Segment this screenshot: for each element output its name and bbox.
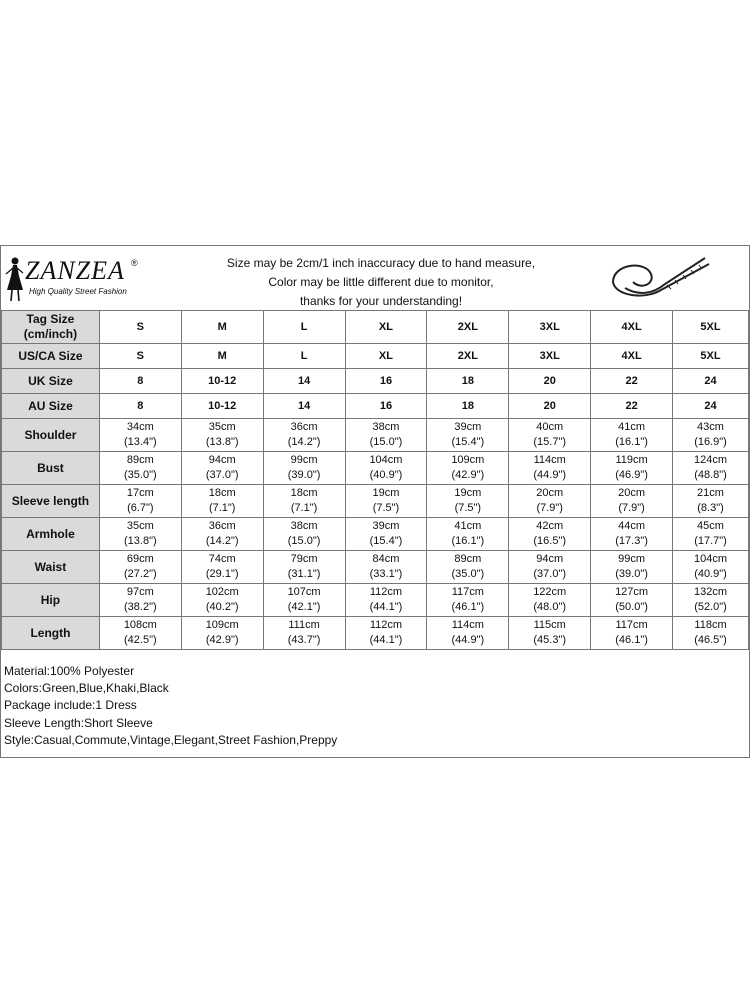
inch-value: (40.9") — [694, 568, 727, 580]
row-label: AU Size — [2, 394, 100, 419]
measurement-row — [2, 452, 749, 485]
info-sleeve-length: Sleeve Length:Short Sleeve — [4, 715, 153, 730]
measurement-cell — [509, 419, 591, 452]
cm-value: 119cm — [615, 454, 648, 466]
measurement-cell — [509, 584, 591, 617]
cm-value: 39cm — [454, 421, 482, 433]
inch-value: (14.2") — [205, 535, 239, 547]
cm-value: 79cm — [290, 553, 318, 565]
row-label-line: Tag Size — [26, 312, 75, 326]
size-value: S — [99, 311, 181, 344]
inch-value: (15.4") — [451, 436, 485, 448]
cm-value: 43cm — [697, 421, 724, 433]
measurement-cell — [673, 419, 749, 452]
measurement-cell — [673, 452, 749, 485]
cm-value: 118cm — [694, 619, 727, 631]
cm-value: 109cm — [451, 454, 485, 466]
measurement-cell — [427, 617, 509, 650]
cm-value: 18cm — [208, 487, 236, 499]
measurement-cell — [591, 419, 673, 452]
product-info — [1, 663, 337, 749]
cm-value: 99cm — [290, 454, 318, 466]
measurement-cell — [99, 485, 181, 518]
cm-value: 122cm — [533, 586, 567, 598]
size-value: 4XL — [591, 344, 673, 369]
measurement-cell — [99, 518, 181, 551]
measurement-cell — [509, 485, 591, 518]
size-value: 2XL — [427, 344, 509, 369]
size-value: 24 — [673, 394, 749, 419]
size-value: 20 — [509, 394, 591, 419]
chart-header — [1, 246, 749, 311]
row-label-line: (cm/inch) — [23, 327, 78, 341]
measurement-cell — [673, 518, 749, 551]
inch-value: (14.2") — [287, 436, 321, 448]
inch-value: (42.1") — [287, 601, 321, 613]
measurement-row — [2, 551, 749, 584]
cm-value: 94cm — [536, 553, 564, 565]
model-silhouette-icon — [5, 256, 25, 302]
cm-value: 97cm — [126, 586, 154, 598]
note-line: thanks for your understanding! — [299, 294, 463, 308]
cm-value: 21cm — [697, 487, 724, 499]
measurement-cell — [99, 617, 181, 650]
cm-value: 20cm — [536, 487, 564, 499]
inch-value: (29.1") — [205, 568, 239, 580]
measurement-cell — [427, 485, 509, 518]
info-style: Style:Casual,Commute,Vintage,Elegant,Street Fashion,Preppy — [4, 732, 338, 747]
cm-value: 112cm — [369, 619, 403, 631]
cm-value: 45cm — [697, 520, 724, 532]
inch-value: (45.3") — [533, 634, 567, 646]
note-line: Color may be little different due to monitor, — [268, 275, 494, 289]
inch-value: (16.5") — [533, 535, 567, 547]
registered-mark: ® — [131, 258, 138, 268]
size-value: 16 — [345, 394, 427, 419]
measurement-cell — [427, 584, 509, 617]
inch-value: (6.7") — [127, 502, 154, 514]
inch-value: (39.0") — [615, 568, 648, 580]
inch-value: (13.4") — [124, 436, 157, 448]
measurement-cell — [99, 551, 181, 584]
measurement-cell — [181, 419, 263, 452]
cm-value: 89cm — [126, 454, 154, 466]
measurement-row — [2, 485, 749, 518]
inch-value: (43.7") — [287, 634, 321, 646]
cm-value: 36cm — [208, 520, 236, 532]
measurement-cell — [509, 551, 591, 584]
cm-value: 36cm — [290, 421, 318, 433]
size-table — [1, 310, 749, 650]
cm-value: 132cm — [693, 586, 728, 598]
inch-value: (7.5") — [454, 502, 482, 514]
measurement-cell — [673, 584, 749, 617]
inch-value: (17.7") — [694, 535, 727, 547]
measurement-cell — [263, 617, 345, 650]
inch-value: (46.5") — [694, 634, 727, 646]
size-chart — [0, 245, 750, 758]
cm-value: 111cm — [288, 619, 320, 631]
measurement-cell — [673, 617, 749, 650]
measurement-cell — [345, 617, 427, 650]
inch-value: (42.5") — [124, 634, 157, 646]
cm-value: 94cm — [208, 454, 236, 466]
cm-value: 19cm — [372, 487, 400, 499]
measurement-cell — [509, 617, 591, 650]
cm-value: 115cm — [533, 619, 566, 631]
measurement-cell — [263, 584, 345, 617]
size-value: 5XL — [673, 311, 749, 344]
size-row — [2, 394, 749, 419]
inch-value: (16.1") — [615, 436, 648, 448]
measurement-cell — [509, 518, 591, 551]
measurement-cell — [345, 419, 427, 452]
measurement-cell — [99, 584, 181, 617]
measurement-cell — [99, 452, 181, 485]
cm-value: 18cm — [290, 487, 318, 499]
row-label: Waist — [2, 551, 100, 584]
cm-value: 69cm — [126, 553, 154, 565]
inch-value: (42.9") — [205, 634, 239, 646]
inch-value: (48.0") — [533, 601, 567, 613]
inch-value: (33.1") — [369, 568, 403, 580]
info-material: Material:100% Polyester — [4, 664, 135, 678]
cm-value: 41cm — [454, 520, 482, 532]
size-value: 3XL — [509, 344, 591, 369]
measurement-cell — [591, 617, 673, 650]
cm-value: 127cm — [615, 586, 649, 598]
cm-value: 39cm — [372, 520, 400, 532]
measurement-cell — [181, 584, 263, 617]
row-label: Sleeve length — [2, 485, 100, 518]
inch-value: (44.9") — [533, 469, 567, 481]
measurement-cell — [345, 551, 427, 584]
measurement-cell — [345, 518, 427, 551]
cm-value: 107cm — [287, 586, 321, 598]
measurement-row — [2, 584, 749, 617]
cm-value: 35cm — [126, 520, 154, 532]
measurement-cell — [427, 452, 509, 485]
cm-value: 74cm — [208, 553, 236, 565]
cm-value: 108cm — [123, 619, 157, 631]
size-row — [2, 369, 749, 394]
inch-value: (46.1") — [451, 601, 485, 613]
inch-value: (15.4") — [369, 535, 403, 547]
inch-value: (50.0") — [615, 601, 648, 613]
cm-value: 124cm — [693, 454, 728, 466]
row-label: Shoulder — [2, 419, 100, 452]
cm-value: 102cm — [205, 586, 239, 598]
measurement-row — [2, 617, 749, 650]
info-colors: Colors:Green,Blue,Khaki,Black — [4, 681, 169, 696]
measurement-cell — [509, 452, 591, 485]
inch-value: (15.0") — [369, 436, 403, 448]
row-label: US/CA Size — [2, 344, 100, 369]
size-table-body — [2, 311, 749, 650]
measurement-cell — [99, 419, 181, 452]
measurement-row — [2, 518, 749, 551]
measurement-cell — [181, 617, 263, 650]
size-value: M — [181, 344, 263, 369]
cm-value: 42cm — [536, 520, 564, 532]
size-value: 24 — [673, 369, 749, 394]
cm-value: 34cm — [126, 421, 154, 433]
measurement-note — [151, 254, 611, 311]
size-value: S — [99, 344, 181, 369]
size-value: 22 — [591, 394, 673, 419]
info-package: Package include:1 Dress — [4, 698, 137, 713]
cm-value: 17cm — [126, 487, 154, 499]
inch-value: (37.0") — [205, 469, 239, 481]
measurement-cell — [591, 584, 673, 617]
inch-value: (16.1") — [451, 535, 485, 547]
inch-value: (42.9") — [451, 469, 485, 481]
size-value: 14 — [263, 369, 345, 394]
measurement-cell — [673, 485, 749, 518]
inch-value: (35.0") — [451, 568, 485, 580]
inch-value: (44.9") — [451, 634, 485, 646]
measurement-cell — [427, 551, 509, 584]
cm-value: 117cm — [451, 586, 484, 598]
size-value: 16 — [345, 369, 427, 394]
row-label: Length — [2, 617, 100, 650]
cm-value: 89cm — [454, 553, 482, 565]
size-row — [2, 311, 749, 344]
size-value: 18 — [427, 369, 509, 394]
inch-value: (31.1") — [287, 568, 321, 580]
size-value: 10-12 — [181, 369, 263, 394]
size-value: 14 — [263, 394, 345, 419]
inch-value: (37.0") — [533, 568, 567, 580]
size-value: L — [263, 344, 345, 369]
cm-value: 99cm — [618, 553, 646, 565]
inch-value: (16.9") — [694, 436, 727, 448]
inch-value: (27.2") — [124, 568, 157, 580]
size-value: 8 — [99, 394, 181, 419]
measurement-cell — [673, 551, 749, 584]
measurement-cell — [345, 452, 427, 485]
measurement-cell — [181, 452, 263, 485]
inch-value: (7.1") — [208, 502, 236, 514]
cm-value: 38cm — [372, 421, 400, 433]
brand-name: ZANZEA — [25, 256, 125, 285]
inch-value: (7.9") — [618, 502, 645, 514]
measurement-cell — [591, 518, 673, 551]
inch-value: (39.0") — [287, 469, 321, 481]
inch-value: (48.8") — [694, 469, 727, 481]
size-value: 20 — [509, 369, 591, 394]
inch-value: (13.8") — [124, 535, 157, 547]
inch-value: (46.1") — [615, 634, 648, 646]
size-value: 18 — [427, 394, 509, 419]
cm-value: 84cm — [372, 553, 400, 565]
measurement-cell — [345, 485, 427, 518]
cm-value: 109cm — [205, 619, 239, 631]
cm-value: 35cm — [208, 421, 236, 433]
inch-value: (44.1") — [369, 601, 403, 613]
measurement-cell — [263, 419, 345, 452]
size-value: XL — [345, 344, 427, 369]
measurement-cell — [181, 551, 263, 584]
measurement-cell — [181, 518, 263, 551]
size-value: 3XL — [509, 311, 591, 344]
inch-value: (44.1") — [369, 634, 403, 646]
size-value: 8 — [99, 369, 181, 394]
row-label: Hip — [2, 584, 100, 617]
inch-value: (7.9") — [536, 502, 563, 514]
measurement-cell — [263, 452, 345, 485]
inch-value: (40.2") — [205, 601, 239, 613]
measurement-row — [2, 419, 749, 452]
measurement-cell — [591, 485, 673, 518]
note-line: Size may be 2cm/1 inch inaccuracy due to hand measure, — [226, 256, 536, 270]
row-label: Armhole — [2, 518, 100, 551]
inch-value: (40.9") — [369, 469, 403, 481]
measurement-cell — [263, 485, 345, 518]
cm-value: 40cm — [536, 421, 564, 433]
row-label: Bust — [2, 452, 100, 485]
size-value: 22 — [591, 369, 673, 394]
cm-value: 117cm — [615, 619, 648, 631]
measurement-cell — [263, 551, 345, 584]
inch-value: (8.3") — [697, 502, 724, 514]
inch-value: (46.9") — [615, 469, 648, 481]
size-value: 5XL — [673, 344, 749, 369]
brand-tagline: High Quality Street Fashion — [29, 287, 127, 296]
inch-value: (52.0") — [694, 601, 727, 613]
inch-value: (35.0") — [124, 469, 157, 481]
cm-value: 114cm — [451, 619, 484, 631]
measurement-cell — [181, 485, 263, 518]
inch-value: (17.3") — [615, 535, 648, 547]
cm-value: 38cm — [290, 520, 318, 532]
cm-value: 104cm — [693, 553, 728, 565]
size-value: L — [263, 311, 345, 344]
cm-value: 112cm — [369, 586, 403, 598]
measurement-cell — [591, 551, 673, 584]
measurement-cell — [427, 419, 509, 452]
measurement-cell — [345, 584, 427, 617]
measuring-tape-icon — [605, 252, 715, 304]
measurement-cell — [591, 452, 673, 485]
inch-value: (7.1") — [290, 502, 318, 514]
inch-value: (15.0") — [287, 535, 321, 547]
cm-value: 44cm — [618, 520, 646, 532]
row-label — [2, 311, 100, 344]
inch-value: (7.5") — [372, 502, 400, 514]
brand-logo — [5, 254, 155, 304]
inch-value: (13.8") — [205, 436, 239, 448]
cm-value: 114cm — [533, 454, 566, 466]
size-value: 10-12 — [181, 394, 263, 419]
size-value: 4XL — [591, 311, 673, 344]
cm-value: 20cm — [618, 487, 646, 499]
size-value: M — [181, 311, 263, 344]
size-value: 2XL — [427, 311, 509, 344]
inch-value: (15.7") — [533, 436, 567, 448]
cm-value: 104cm — [369, 454, 403, 466]
row-label: UK Size — [2, 369, 100, 394]
inch-value: (38.2") — [124, 601, 157, 613]
measurement-cell — [427, 518, 509, 551]
size-value: XL — [345, 311, 427, 344]
cm-value: 41cm — [618, 421, 646, 433]
measurement-cell — [263, 518, 345, 551]
cm-value: 19cm — [454, 487, 482, 499]
size-row — [2, 344, 749, 369]
